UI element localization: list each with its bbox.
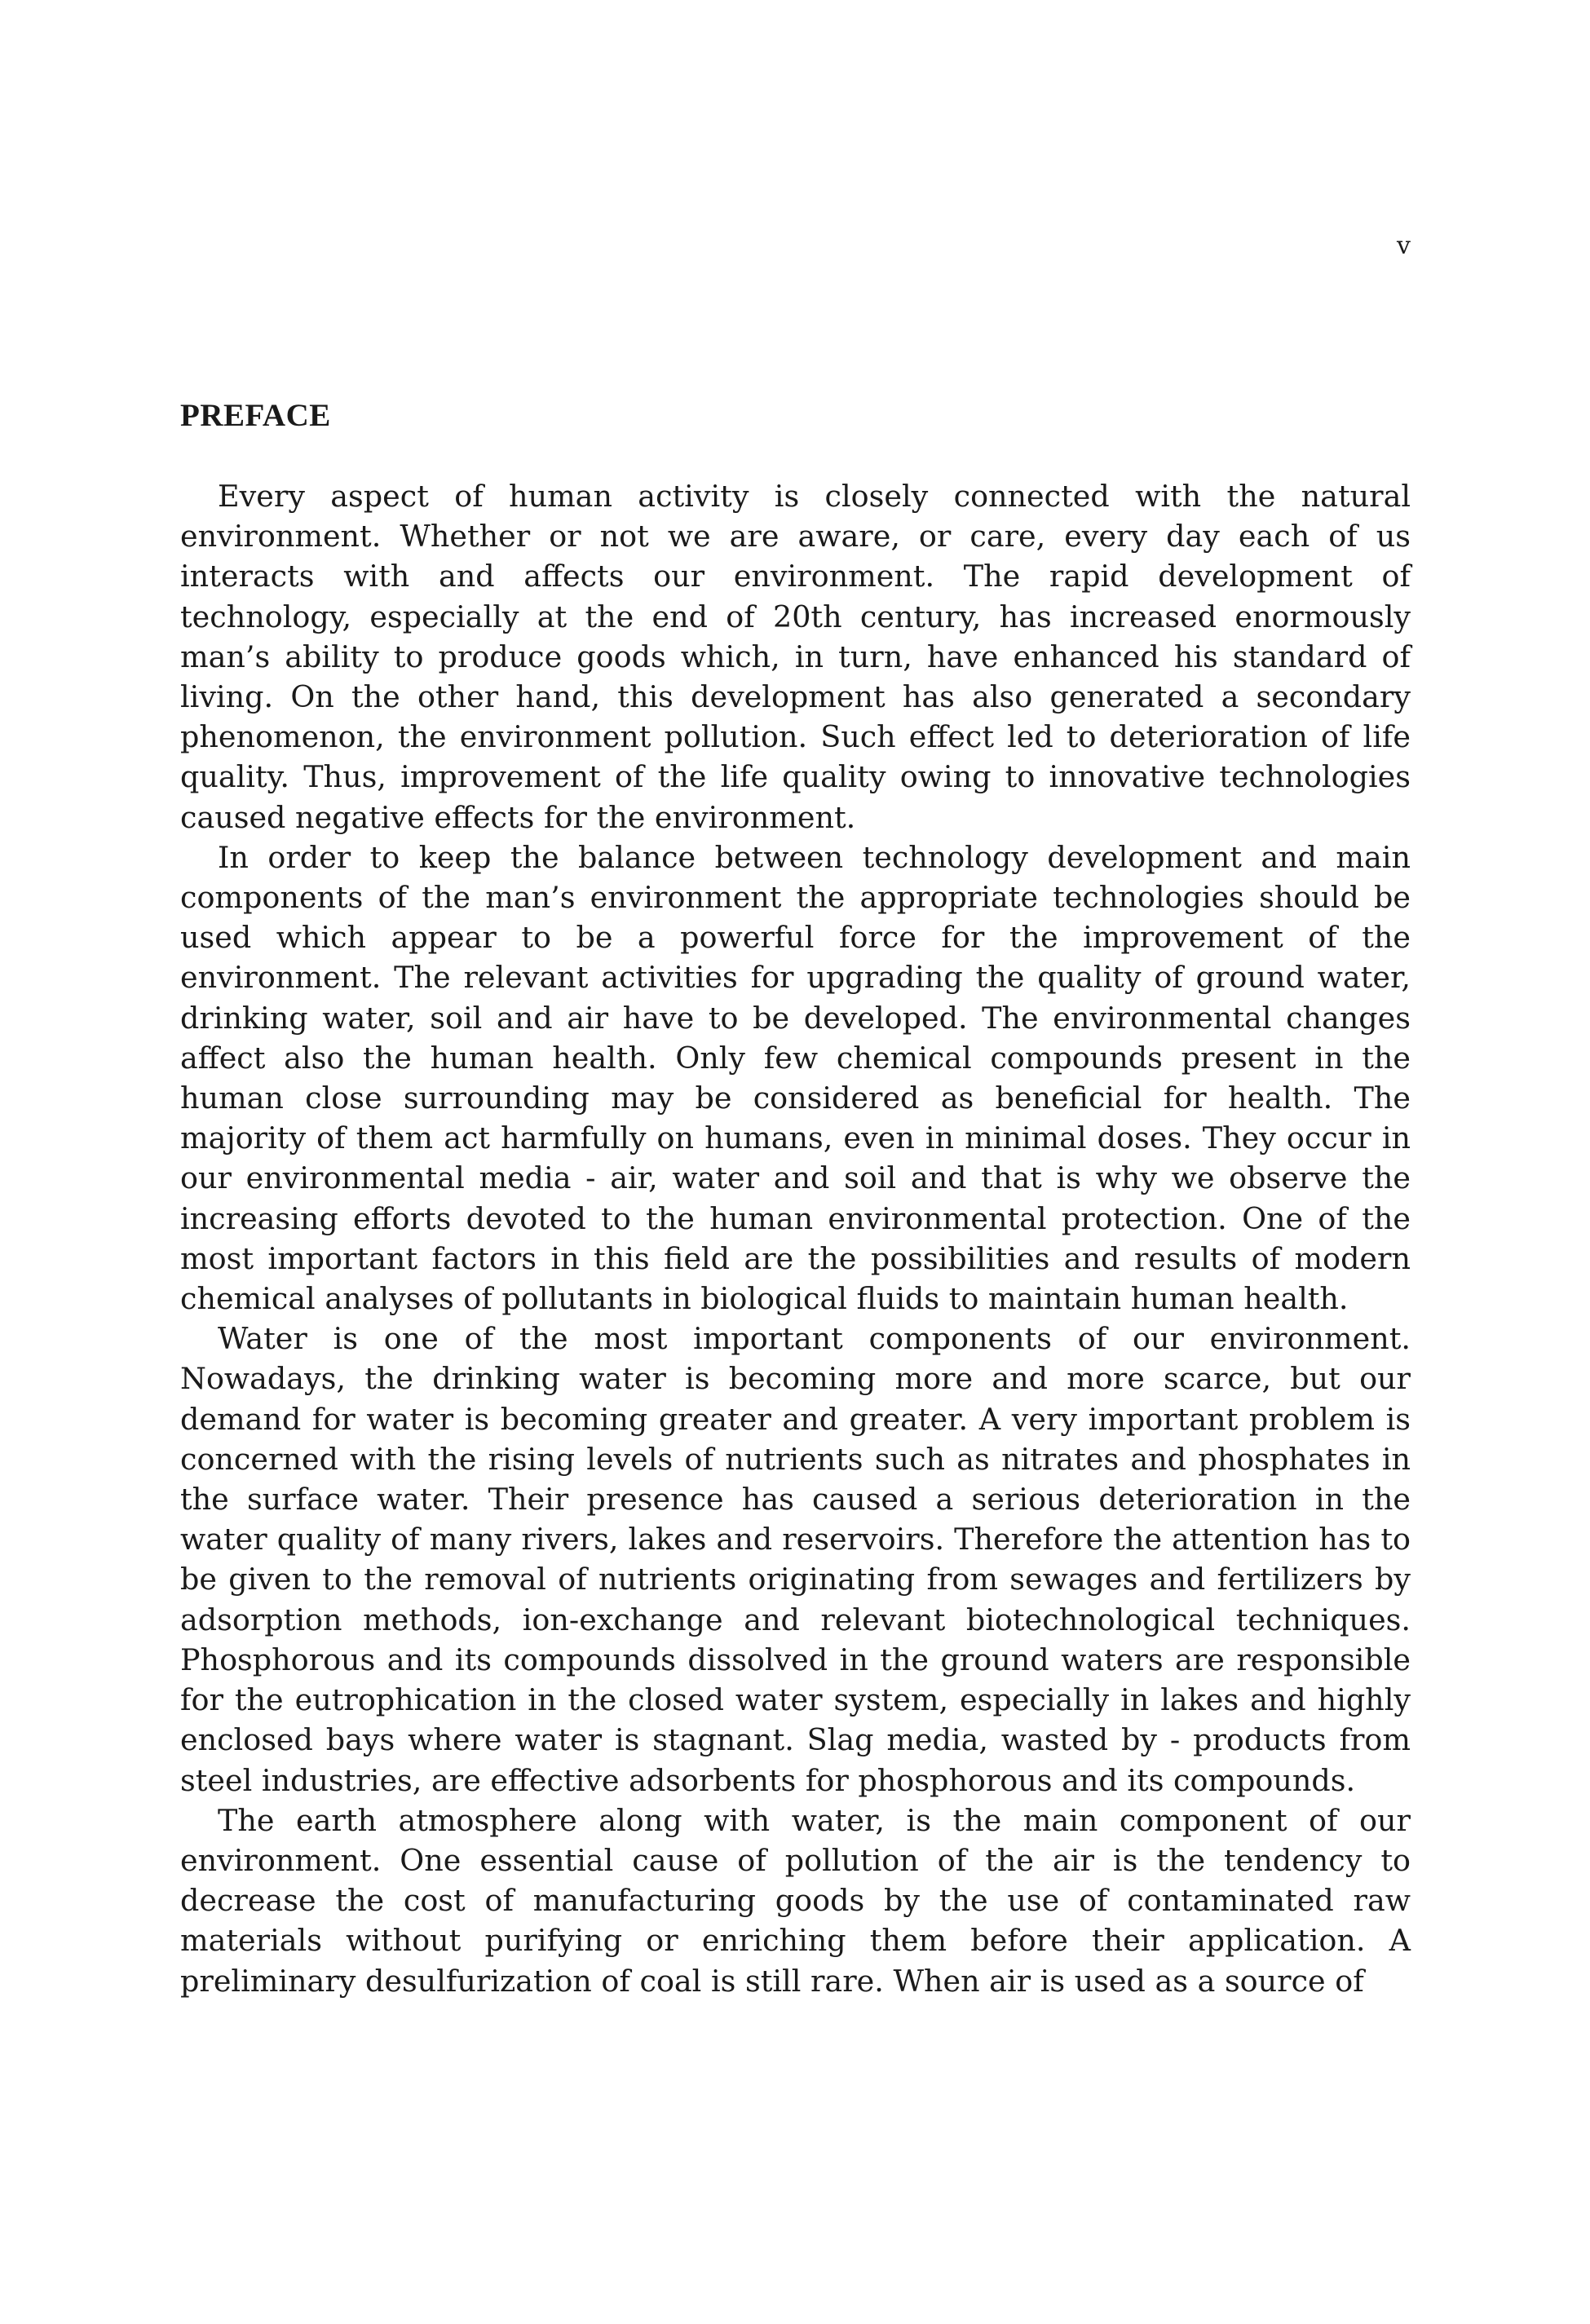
paragraph: The earth atmosphere along with water, is the main component of our environment. One essential cause of pollution of the air is the tendency to decrease the cost of manufacturing goods by the use of contaminated raw materials without purifying or enriching them before their application. A preliminary desulfurization of coal is still rare. When air is used as a source of	[180, 1802, 1411, 1999]
paragraph: Every aspect of human activity is closely connected with the natural environment. Whether or not we are aware, or care, every day each of us interacts with and affects our environment. The rapid development of technology, especially at the end of 20th century, has increased enormously man’s ability to produce goods which, in turn, have enhanced his standard of living. On the other hand, this development has also generated a secondary phenomenon, the environment pollution. Such effect led to deterioration of life quality. Thus, improvement of the life quality owing to innovative technologies caused negative effects for the environment.	[180, 479, 1411, 835]
page-number: v	[1397, 232, 1411, 260]
page-title: PREFACE	[180, 398, 331, 433]
paragraph: In order to keep the balance between technology development and main components of the man’s environment the appropriate technologies should be used which appear to be a powerful force for the improvement of the environment. The relevant activities for upgrading the quality of ground water, drinking water, soil and air have to be developed. The environmental changes affect also the human health. Only few chemical compounds present in the human close surrounding may be considered as beneficial for health. The majority of them act harmfully on humans, even in minimal doses. They occur in our environmental media - air, water and soil and that is why we observe the increasing efforts devoted to the human environmental protection. One of the most important factors in this field are the possibilities and results of modern chemical analyses of pollutants in biological fluids to maintain human health.	[180, 839, 1411, 1317]
preface-body	[180, 476, 1411, 2001]
paragraph: Water is one of the most important components of our environment. Nowadays, the drinking water is becoming more and more scarce, but our demand for water is becoming greater and greater. A very important problem is concerned with the rising levels of nutrients such as nitrates and phosphates in the surface water. Their presence has caused a serious deterioration in the water quality of many rivers, lakes and reservoirs. Therefore the attention has to be given to the removal of nutrients originating from sewages and fertilizers by adsorption methods, ion-exchange and relevant biotechnological techniques. Phosphorous and its compounds dissolved in the ground waters are responsible for the eutrophication in the closed water system, especially in lakes and highly enclosed bays where water is stagnant. Slag media, wasted by - products from steel industries, are effective adsorbents for phosphorous and its compounds.	[180, 1321, 1411, 1798]
